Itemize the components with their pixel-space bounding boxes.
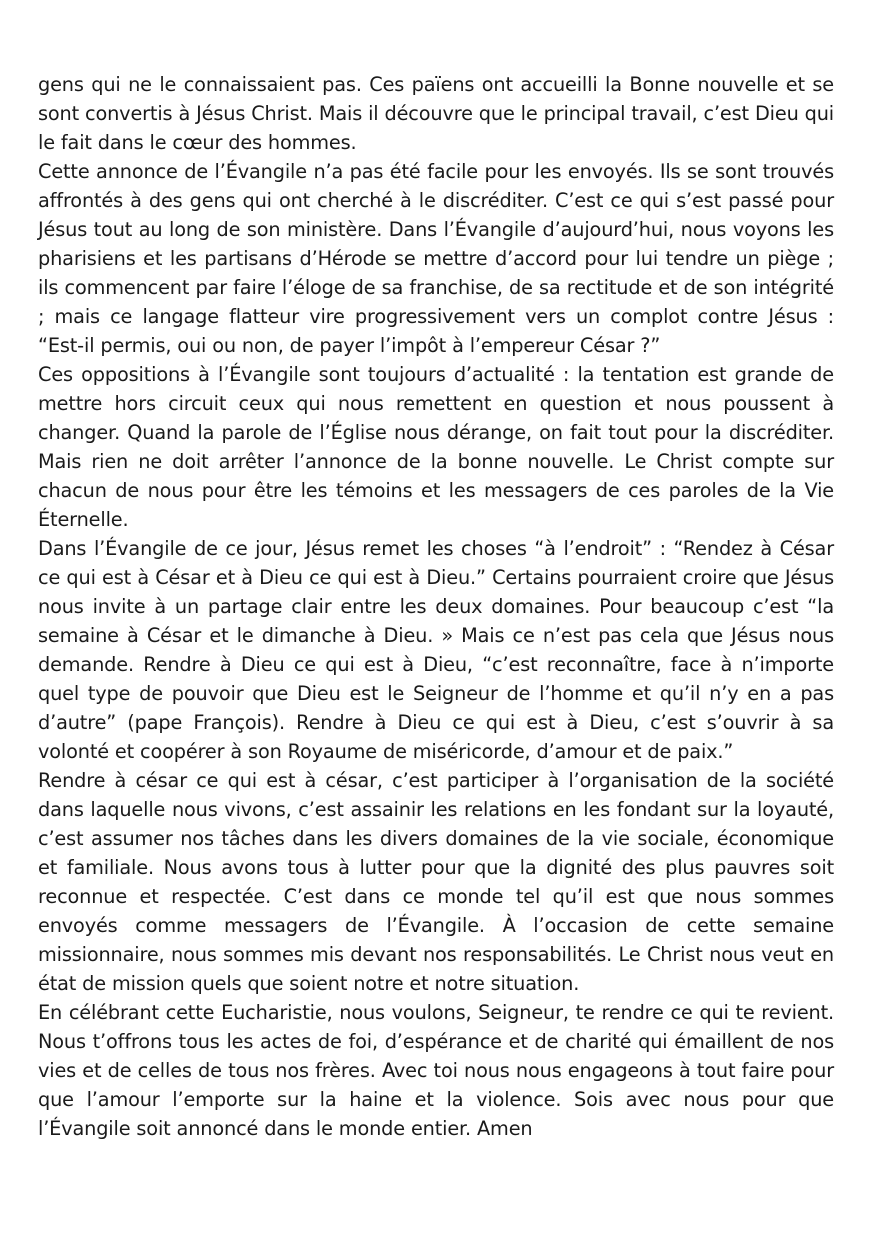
- paragraph-5: Rendre à césar ce qui est à césar, c’est participer à l’organisation de la société dans laquelle nous vivons, c’est assainir les relations en les fondant sur la loyauté, c’est assumer nos tâches dans les divers domaines de la vie sociale, économique et familiale. Nous avons tous à lutter pour que la dignité des plus pauvres soit reconnue et respectée. C’est dans ce monde tel qu’il est que nous sommes envoyés comme messagers de l’Évangile. À l’occasion de cette semaine missionnaire, nous sommes mis devant nos responsabilités. Le Christ nous veut en état de mission quels que soient notre et notre situation.: [38, 769, 834, 995]
- paragraph-6: En célébrant cette Eucharistie, nous voulons, Seigneur, te rendre ce qui te revient. Nous t’offrons tous les actes de foi, d’espérance et de charité qui émaillent de nos vies et de celles de tous nos frères. Avec toi nous nous engageons à tout faire pour que l’amour l’emporte sur la haine et la violence. Sois avec nous pour que l’Évangile soit annoncé dans le monde entier. Amen: [38, 1001, 834, 1140]
- document-page: [38, 70, 834, 1143]
- paragraph-2: Cette annonce de l’Évangile n’a pas été facile pour les envoyés. Ils se sont trouvés affrontés à des gens qui ont cherché à le discréditer. C’est ce qui s’est passé pour Jésus tout au long de son ministère. Dans l’Évangile d’aujourd’hui, nous voyons les pharisiens et les partisans d’Hérode se mettre d’accord pour lui tendre un piège ; ils commencent par faire l’éloge de sa franchise, de sa rectitude et de son intégrité ; mais ce langage flatteur vire progressivement vers un complot contre Jésus : “Est-il permis, oui ou non, de payer l’impôt à l’empereur César ?”: [38, 160, 834, 357]
- paragraph-1: gens qui ne le connaissaient pas. Ces païens ont accueilli la Bonne nouvelle et se sont convertis à Jésus Christ. Mais il découvre que le principal travail, c’est Dieu qui le fait dans le cœur des hommes.: [38, 73, 834, 154]
- paragraph-3: Ces oppositions à l’Évangile sont toujours d’actualité : la tentation est grande de mettre hors circuit ceux qui nous remettent en question et nous poussent à changer. Quand la parole de l’Église nous dérange, on fait tout pour la discréditer. Mais rien ne doit arrêter l’annonce de la bonne nouvelle. Le Christ compte sur chacun de nous pour être les témoins et les messagers de ces paroles de la Vie Éternelle.: [38, 363, 834, 531]
- paragraph-4: Dans l’Évangile de ce jour, Jésus remet les choses “à l’endroit” : “Rendez à César ce qui est à César et à Dieu ce qui est à Dieu.” Certains pourraient croire que Jésus nous invite à un partage clair entre les deux domaines. Pour beaucoup c’est “la semaine à César et le dimanche à Dieu. » Mais ce n’est pas cela que Jésus nous demande. Rendre à Dieu ce qui est à Dieu, “c’est reconnaître, face à n’importe quel type de pouvoir que Dieu est le Seigneur de l’homme et qu’il n’y en a pas d’autre” (pape François). Rendre à Dieu ce qui est à Dieu, c’est s’ouvrir à sa volonté et coopérer à son Royaume de miséricorde, d’amour et de paix.”: [38, 537, 834, 763]
